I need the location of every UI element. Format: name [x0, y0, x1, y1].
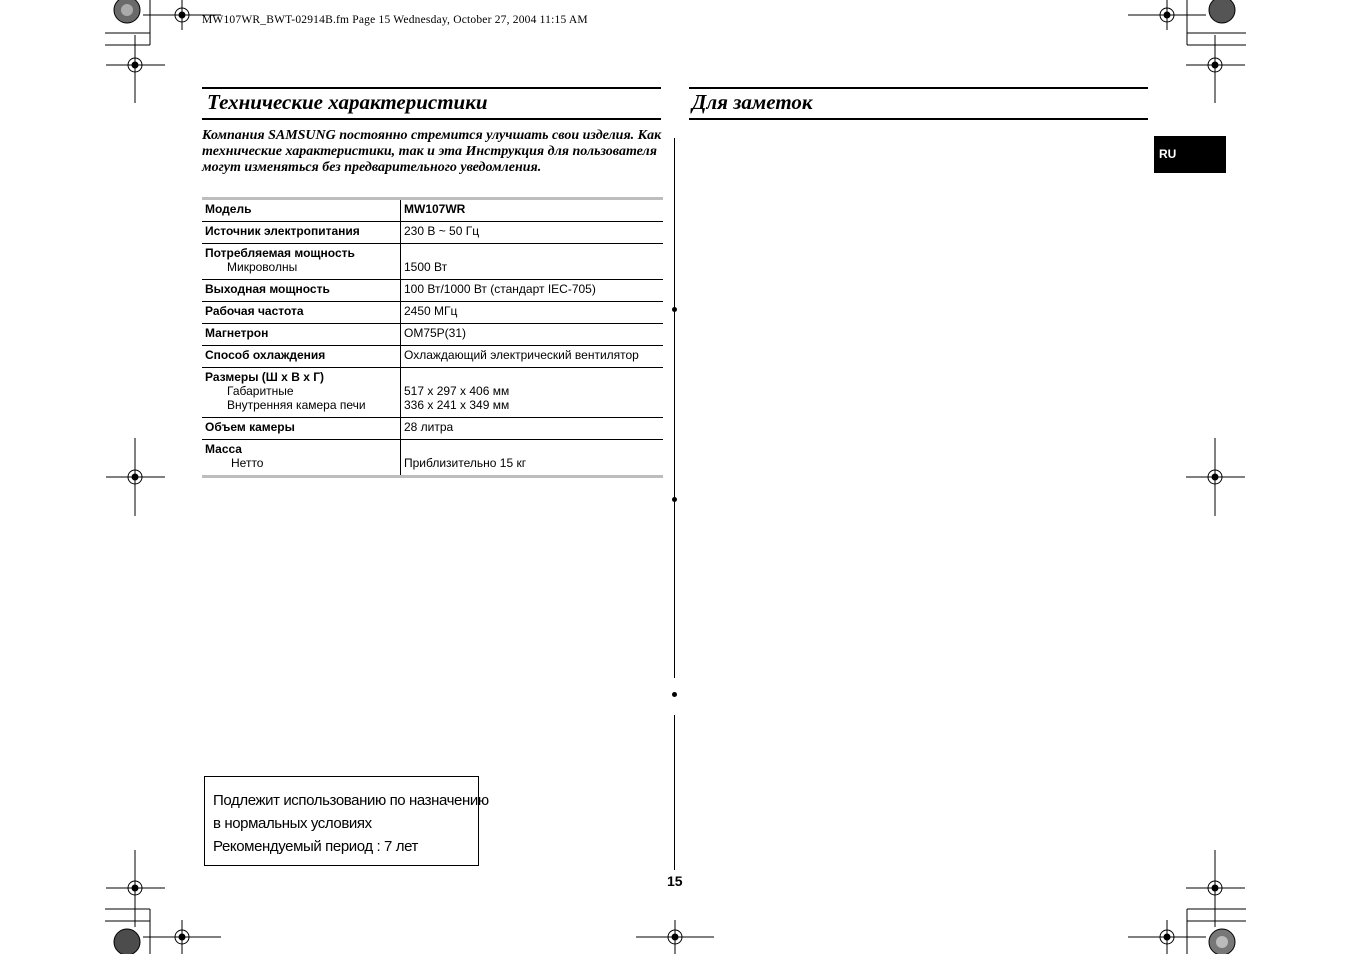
spec-label: Объем камеры — [202, 418, 401, 440]
spec-value: 28 литра — [401, 418, 664, 440]
spec-label: Размеры (Ш x В x Г) — [205, 370, 324, 384]
registration-target — [143, 920, 221, 954]
spec-sub-label: Внутренняя камера печи — [227, 398, 366, 412]
intro-paragraph: Компания SAMSUNG постоянно стремится улучшать свои изделия. Как технические характеристики, так и эта Инструкция для пользователя могут изменяться без предварительного уведомления. — [202, 128, 662, 175]
spec-label: Способ охлаждения — [202, 346, 401, 368]
density-patch-bottom-left — [114, 929, 140, 954]
registration-target — [106, 850, 165, 927]
spec-label: Магнетрон — [202, 324, 401, 346]
language-tab-label: RU — [1159, 147, 1177, 161]
notice-line: в нормальных условиях — [213, 815, 372, 832]
registration-target — [1128, 0, 1206, 30]
spec-value: 100 Вт/1000 Вт (стандарт IEC-705) — [401, 280, 664, 302]
spec-sub-label: Габаритные — [227, 384, 294, 398]
density-patch-top-left — [114, 0, 140, 23]
spec-value: Охлаждающий электрический вентилятор — [401, 346, 664, 368]
spec-sub-label: Микроволны — [227, 260, 298, 274]
registration-target — [1186, 850, 1245, 927]
spec-label: Потребляемая мощность — [205, 246, 355, 260]
density-patch-top-right — [1209, 0, 1235, 23]
spec-value: 2450 МГц — [401, 302, 664, 324]
registration-target — [106, 438, 165, 516]
spec-label: Выходная мощность — [202, 280, 401, 302]
spec-sub-label: Нетто — [231, 456, 264, 470]
document-header-line: MW107WR_BWT-02914B.fm Page 15 Wednesday, October 27, 2004 11:15 AM — [202, 14, 588, 26]
spec-label: Источник электропитания — [202, 222, 401, 244]
right-section-title: Для заметок — [692, 90, 813, 114]
notice-line: Подлежит использованию по назначению — [213, 792, 489, 809]
spec-value: 517 x 297 x 406 мм — [404, 384, 510, 398]
spec-label: Модель — [202, 199, 401, 222]
spec-value: Приблизительно 15 кг — [404, 456, 527, 470]
page-number: 15 — [667, 873, 683, 889]
density-patch-bottom-right — [1209, 929, 1235, 954]
spec-label: Рабочая частота — [202, 302, 401, 324]
registration-marks — [106, 0, 1245, 954]
spec-value: 1500 Вт — [404, 260, 448, 274]
spec-value: MW107WR — [401, 199, 664, 222]
spec-value: 336 x 241 x 349 мм — [404, 398, 510, 412]
spec-label: Масса — [205, 442, 242, 456]
spec-value: 230 В ~ 50 Гц — [401, 222, 664, 244]
registration-target — [143, 0, 221, 30]
registration-target — [636, 920, 714, 954]
left-section-title: Технические характеристики — [207, 90, 488, 114]
registration-target — [1128, 920, 1206, 954]
notice-line: Рекомендуемый период : 7 лет — [213, 838, 418, 855]
spec-value: OM75P(31) — [401, 324, 664, 346]
registration-target — [1186, 438, 1245, 516]
